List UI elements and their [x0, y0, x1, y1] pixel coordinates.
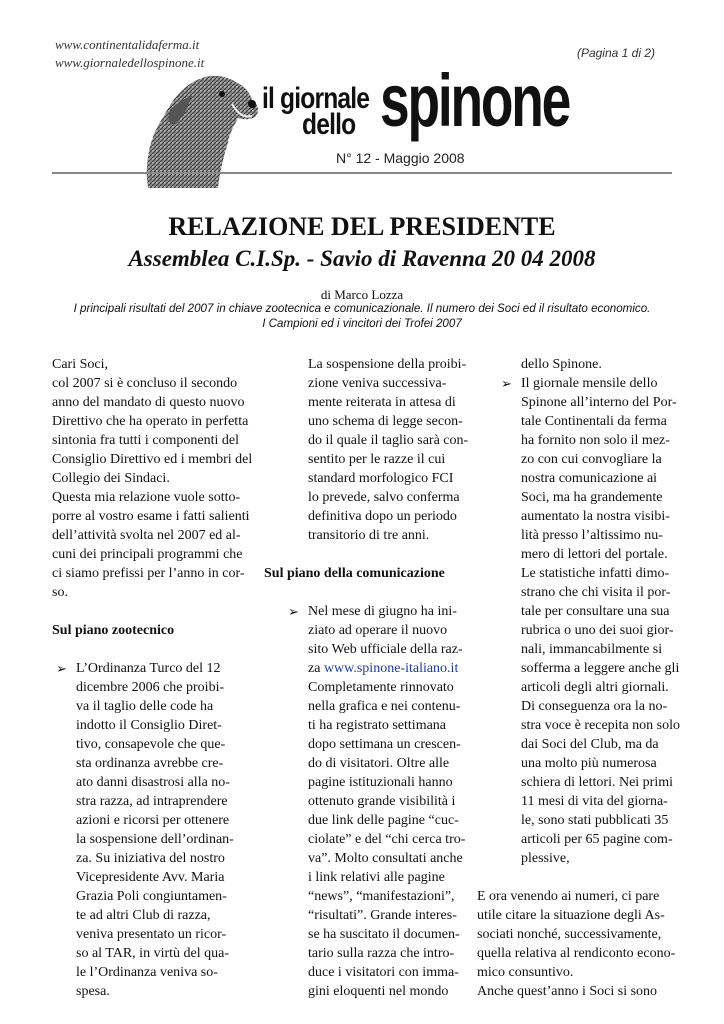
text-line: ha fornito non solo il mez- — [521, 433, 670, 448]
link-prefix: za — [308, 661, 324, 676]
header-divider — [52, 172, 672, 174]
text-line: sito Web ufficiale della raz- — [308, 642, 463, 657]
text-line: rubrica o uno dei suoi gior- — [521, 623, 674, 638]
text-line: le, sono stati pubblicati 35 — [521, 813, 669, 828]
text-line: sociati nonché, successivamente, — [477, 927, 662, 942]
text-line: stra voce è recepita non solo — [521, 718, 680, 733]
text-line: sofferma a leggere anche gli — [521, 661, 680, 676]
text-line: mico consuntivo. — [477, 965, 574, 980]
text-line: tivo, consapevole che que- — [76, 737, 226, 752]
website-link-giornale[interactable]: www.giornaledellospinone.it — [55, 55, 205, 70]
text-line: dicembre 2006 che proibi- — [76, 680, 225, 695]
text-line: strano che chi visita il por- — [521, 585, 671, 600]
text-line: dell’attività svolta nel 2007 ed al- — [52, 528, 241, 543]
text-line: porre al vostro esame i fatti salienti — [52, 509, 250, 524]
text-line: sintonia fra tutti i componenti del — [52, 433, 240, 448]
spinone-website-link[interactable]: www.spinone-italiano.it — [323, 661, 459, 676]
text-line: azioni e ricorsi per ottenere — [76, 813, 230, 828]
logo-text-dello: dello — [302, 108, 356, 141]
text-line: zione veniva successiva- — [308, 376, 447, 391]
text-line: do il quale il taglio sarà con- — [308, 433, 469, 448]
text-line: mente reiterata in attesa di — [308, 395, 456, 410]
text-line: cuni dei principali programmi che — [52, 547, 243, 562]
text-line: Cari Soci, — [52, 357, 108, 372]
column-1 — [52, 355, 253, 1001]
text-line: schiera di lettori. Nei primi — [521, 775, 674, 790]
section-heading-zootecnico: Sul piano zootecnico — [52, 623, 175, 638]
article-title: RELAZIONE DEL PRESIDENTE — [168, 212, 556, 241]
text-line: ci siamo prefissi per l’anno in cor- — [52, 566, 245, 581]
text-line: lo prevede, salvo conferma — [308, 490, 460, 505]
text-line: nella grafica e nei contenu- — [308, 699, 461, 714]
text-line: Nel mese di giugno ha ini- — [308, 604, 457, 619]
text-line: lità presso l’altissimo nu- — [521, 528, 663, 543]
text-line: “risultati”. Grande interes- — [308, 908, 457, 923]
text-line: sentito per le razze il cui — [308, 452, 446, 467]
text-line: E ora venendo ai numeri, ci pare — [477, 889, 660, 904]
section-heading-comunicazione: Sul piano della comunicazione — [264, 566, 445, 581]
text-line: pagine istituzionali hanno — [308, 775, 453, 790]
issue-number: N° 12 - Maggio 2008 — [336, 150, 465, 166]
text-line: veniva presentato un ricor- — [76, 927, 227, 942]
text-line: La sospensione della proibi- — [308, 357, 467, 372]
bullet-text — [76, 659, 248, 1001]
page-indicator: (Pagina 1 di 2) — [576, 46, 655, 60]
text-line: te ad altri Club di razza, — [76, 908, 211, 923]
logo-text-il-giornale: il giornale — [262, 82, 370, 115]
text-line: anno del mandato di questo nuovo — [52, 395, 245, 410]
text-line: nali, immancabilmente si — [521, 642, 663, 657]
text-line: la sospensione dell’ordinan- — [76, 832, 234, 847]
text-line: stra razza, ad intraprendere — [76, 794, 228, 809]
text-line: mero di lettori del portale. — [521, 547, 668, 562]
text-line: ti ha registrato settimana — [308, 718, 447, 733]
bullet-text — [308, 602, 466, 1001]
text-line: standard morfologico FCI — [308, 471, 454, 486]
text-line: so al TAR, in virtù del qua- — [76, 946, 229, 961]
text-line: Il giornale mensile dello — [521, 376, 658, 391]
text-line: articoli degli altri giornali. — [521, 680, 669, 695]
text-line: “news”, “manifestazioni”, — [308, 889, 455, 904]
text-line: za. Su iniziativa del nostro — [76, 851, 225, 866]
text-line: gini eloquenti nel mondo — [308, 984, 449, 999]
text-line: plessive, — [521, 851, 570, 866]
text-line: Soci, ma ha grandemente — [521, 490, 663, 505]
text-line: articoli per 65 pagine com- — [521, 832, 673, 847]
text-line: L’Ordinanza Turco del 12 — [76, 661, 221, 676]
bullet-item — [52, 659, 248, 1001]
paragraph — [477, 887, 676, 1001]
text-line: quella relativa al rendiconto econo- — [477, 946, 676, 961]
column-3 — [477, 355, 680, 1001]
text-line: va”. Molto consultati anche — [308, 851, 463, 866]
text-line: so. — [52, 585, 68, 600]
text-line: ato danni disastrosi alla no- — [76, 775, 230, 790]
text-line: definitiva dopo un periodo — [308, 509, 457, 524]
text-line: i link relativi alle pagine — [308, 870, 445, 885]
summary-line: I Campioni ed i vincitori dei Trofei 2007 — [262, 317, 462, 330]
text-line: transitorio di tre anni. — [308, 528, 430, 543]
text-line: se ha suscitato il documen- — [308, 927, 460, 942]
arrow-bullet-icon: ➢ — [501, 376, 512, 391]
text-line: Spinone all’interno del Por- — [521, 395, 677, 410]
text-line: dopo settimana un crescen- — [308, 737, 461, 752]
text-line: dai Soci del Club, ma da — [521, 737, 659, 752]
summary-line: I principali risultati del 2007 in chiave zootecnica e comunicazionale. Il numero dei Soci ed il risultato economico. — [73, 302, 651, 315]
text-line: Completamente rinnovato — [308, 680, 454, 695]
text-line: ottenuto grande visibilità i — [308, 794, 456, 809]
text-line: ziato ad operare il nuovo — [308, 623, 448, 638]
bullet-item — [284, 602, 466, 1001]
text-line: Grazia Poli congiuntamen- — [76, 889, 227, 904]
text-line: zo con cui convogliare la — [521, 452, 662, 467]
spinone-dog-icon — [140, 70, 260, 188]
article-summary — [40, 301, 684, 331]
bullet-text — [521, 374, 680, 868]
text-line: uno schema di legge secon- — [308, 414, 463, 429]
text-line: tale Continentali da ferma — [521, 414, 667, 429]
text-line: 11 mesi di vita del giorna- — [521, 794, 668, 809]
text-line: Vicepresidente Avv. Maria — [76, 870, 225, 885]
arrow-bullet-icon: ➢ — [56, 661, 67, 676]
text-line: Collegio dei Sindaci. — [52, 471, 170, 486]
intro-paragraph — [52, 355, 253, 602]
text-line: col 2007 si è concluso il secondo — [52, 376, 238, 391]
logo-text-spinone: spinone — [380, 59, 570, 142]
text-line: Anche quest’anno i Soci si sono — [477, 984, 658, 999]
text-line: Le statistiche infatti dimo- — [521, 566, 670, 581]
text-line: sta ordinanza avrebbe cre- — [76, 756, 224, 771]
text-line: indotto il Consiglio Diret- — [76, 718, 222, 733]
website-link-continentali[interactable]: www.continentalidaferma.it — [55, 37, 200, 52]
text-line: utile citare la situazione degli As- — [477, 908, 665, 923]
bullet-item — [497, 374, 680, 868]
article-author: di Marco Lozza — [320, 287, 404, 302]
text-line: tale per consultare una sua — [521, 604, 670, 619]
text-line: Di conseguenza ora la no- — [521, 699, 668, 714]
text-line: spesa. — [76, 984, 110, 999]
column-2 — [264, 355, 469, 1001]
continued-text: dello Spinone. — [521, 357, 602, 372]
text-line: due link delle pagine “cuc- — [308, 813, 459, 828]
text-line: nostra comunicazione ai — [521, 471, 658, 486]
arrow-bullet-icon: ➢ — [288, 604, 299, 619]
text-line: Questa mia relazione vuole sotto- — [52, 490, 241, 505]
text-line: una molto più numerosa — [521, 756, 657, 771]
article-subtitle: Assemblea C.I.Sp. - Savio di Ravenna 20 04 2008 — [128, 246, 596, 271]
text-line: tario sulla razza che intro- — [308, 946, 455, 961]
paragraph — [308, 355, 469, 545]
text-line: aumentato la nostra visibi- — [521, 509, 670, 524]
text-line: va il taglio delle code ha — [76, 699, 214, 714]
text-line: do di visitatori. Oltre alle — [308, 756, 450, 771]
text-line: le l’Ordinanza veniva so- — [76, 965, 218, 980]
text-line: Direttivo che ha operato in perfetta — [52, 414, 249, 429]
text-line: duce i visitatori con imma- — [308, 965, 459, 980]
text-line: Consiglio Direttivo ed i membri del — [52, 452, 253, 467]
text-line: ciolate” e del “chi cerca tro- — [308, 832, 466, 847]
